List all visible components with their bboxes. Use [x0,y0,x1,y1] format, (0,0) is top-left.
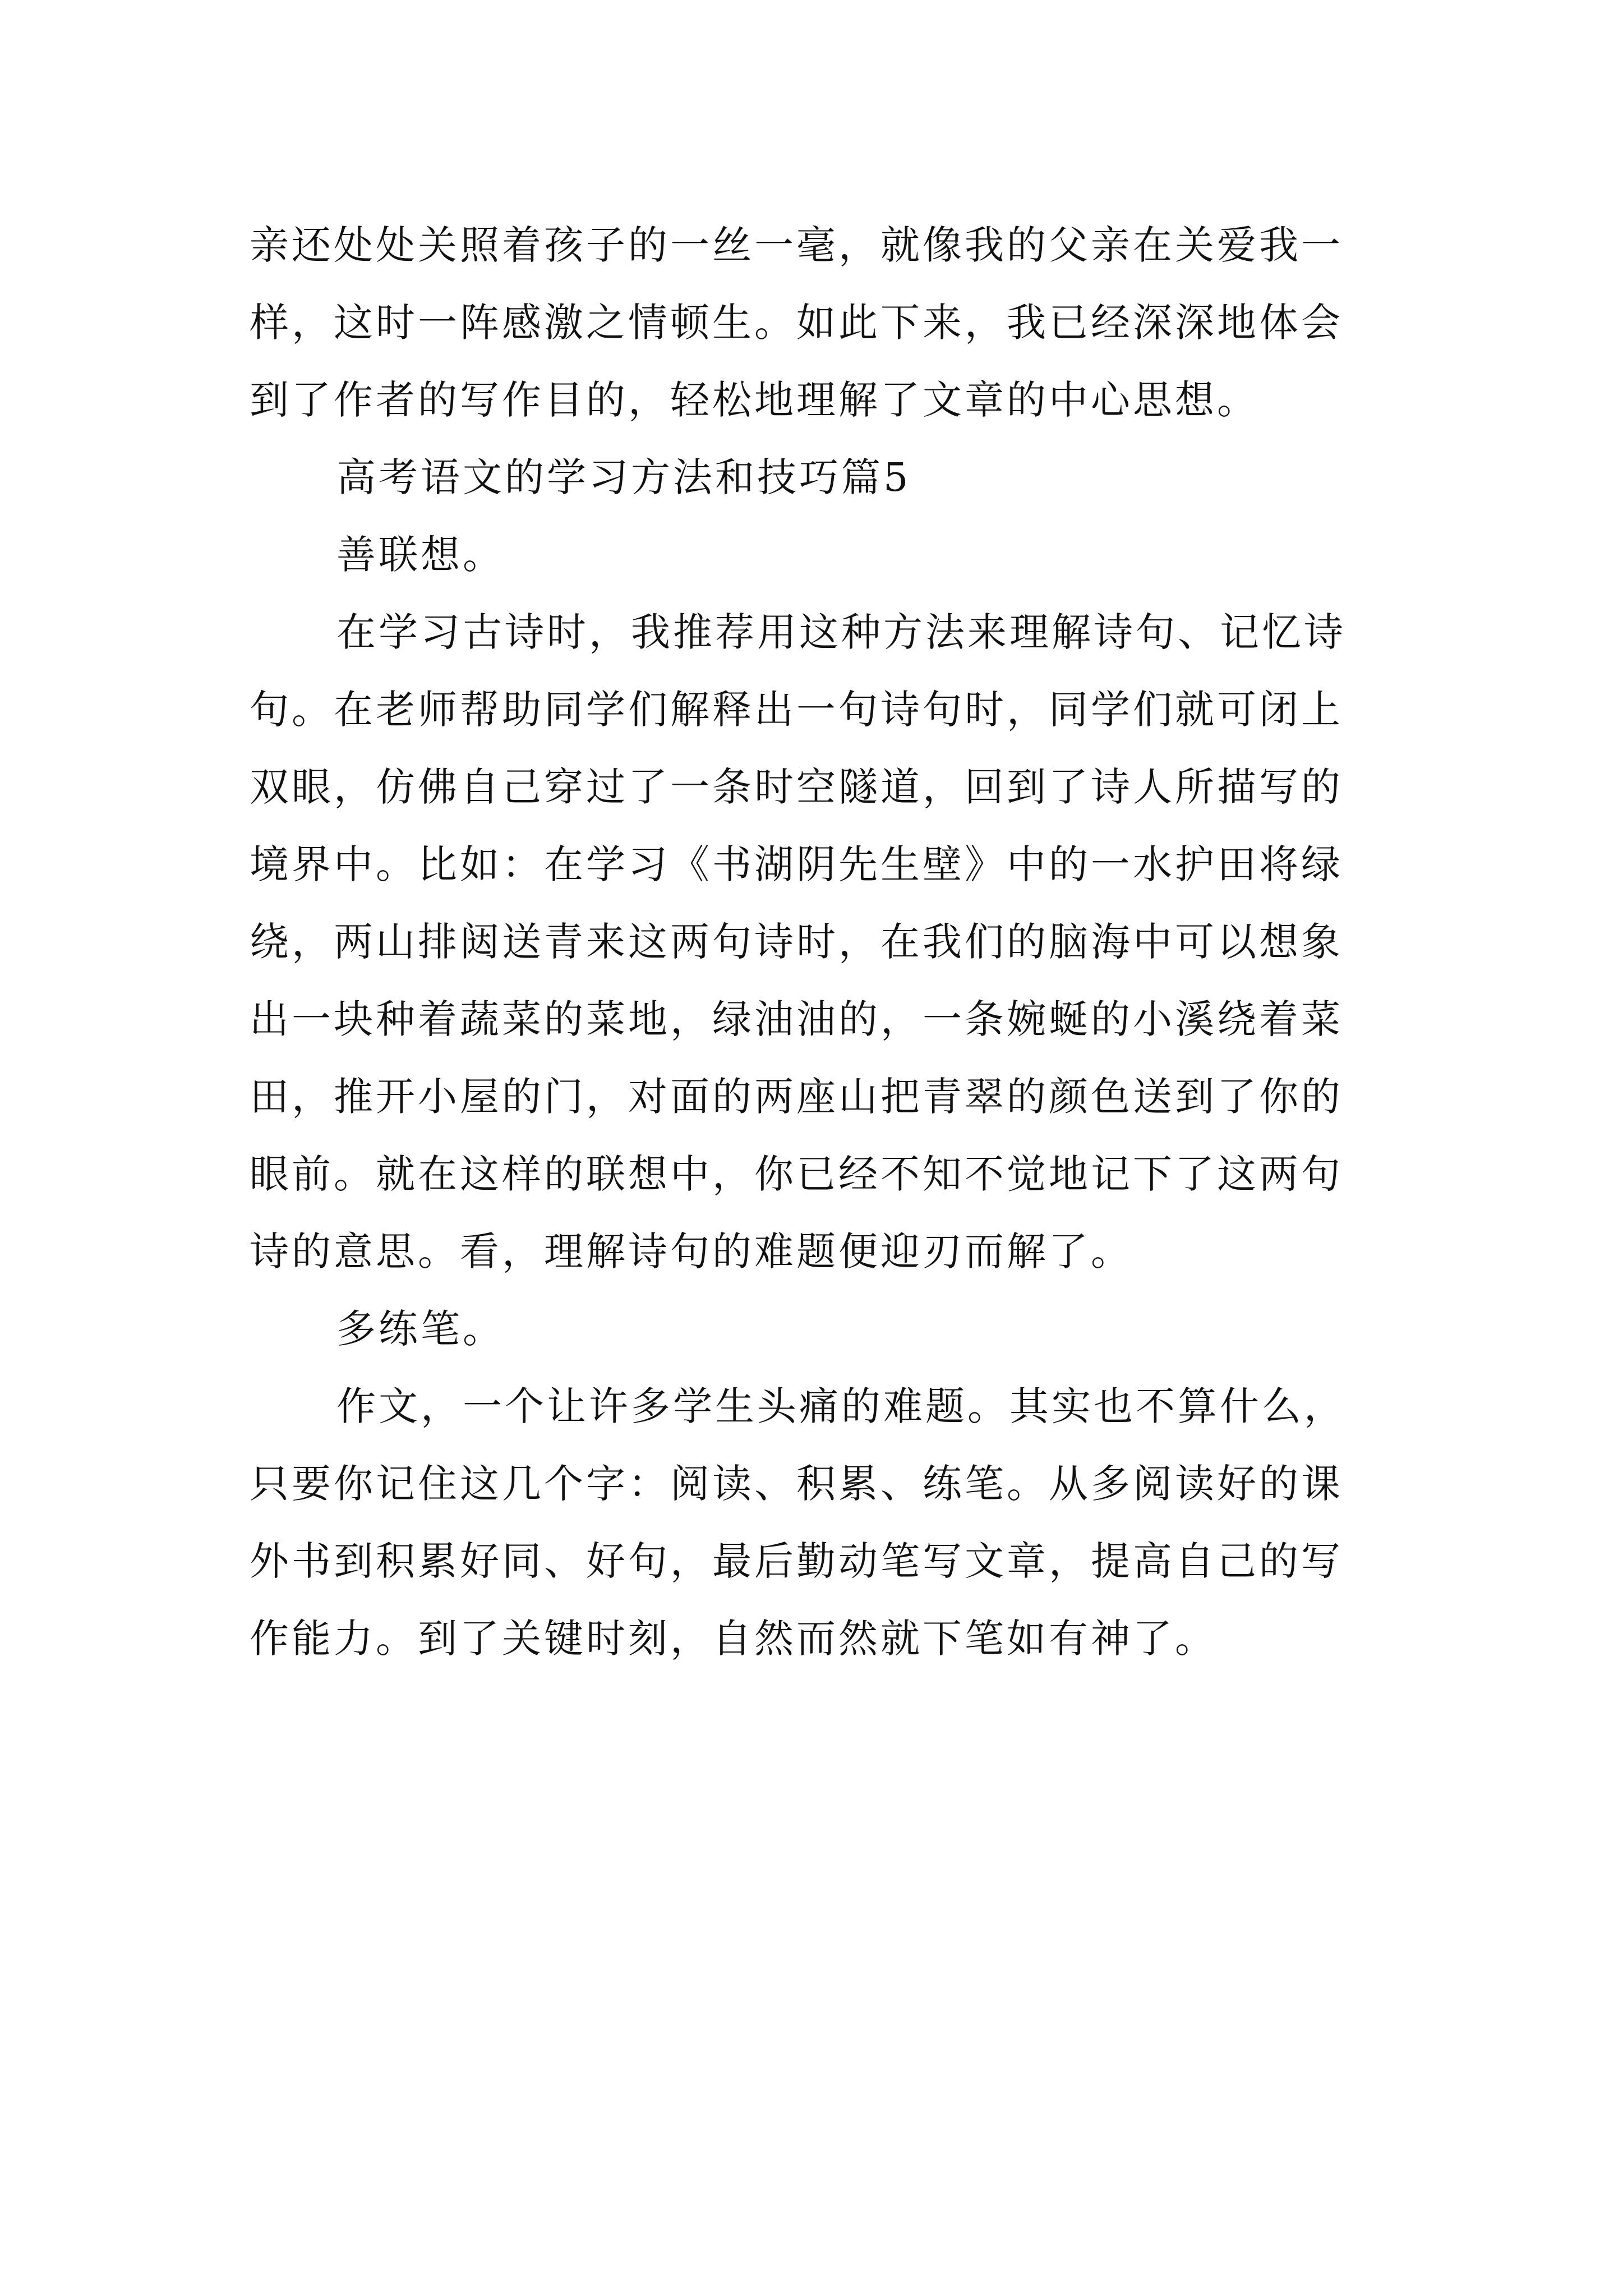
document-body [250,206,1388,1677]
text-line: 外书到积累好同、好句，最后勤动笔写文章，提高自己的写 [250,1538,1343,1584]
text-line: 亲还处处关照着孩子的一丝一毫，就像我的父亲在关爱我一 [250,222,1343,268]
subheading: 多练笔。 [336,1306,505,1352]
text-line: 绕，两山排闼送青来这两句诗时，在我们的脑海中可以想象 [250,919,1343,965]
text-line: 到了作者的写作目的，轻松地理解了文章的中心思想。 [250,377,1259,423]
text-line: 眼前。就在这样的联想中，你已经不知不觉地记下了这两句 [250,1151,1343,1197]
text-line: 作能力。到了关键时刻，自然而然就下笔如有神了。 [250,1616,1217,1662]
text-line: 出一块种着蔬菜的菜地，绿油油的，一条婉蜒的小溪绕着菜 [250,996,1343,1042]
section-heading: 高考语文的学习方法和技巧篇5 [336,454,911,500]
text-line: 诗的意思。看，理解诗句的难题便迎刃而解了。 [250,1228,1133,1274]
text-line: 只要你记住这几个字：阅读、积累、练笔。从多阅读好的课 [250,1461,1343,1507]
text-line: 样，这时一阵感激之情顿生。如此下来，我已经深深地体会 [250,300,1343,346]
text-line: 句。在老师帮助同学们解释出一句诗句时，同学们就可闭上 [250,687,1343,733]
text-line: 田，推开小屋的门，对面的两座山把青翠的颜色送到了你的 [250,1074,1343,1120]
text-line: 在学习古诗时，我推荐用这种方法来理解诗句、记忆诗 [336,609,1346,655]
text-line: 境界中。比如：在学习《书湖阴先生壁》中的一水护田将绿 [250,841,1343,887]
subheading: 善联想。 [336,532,505,578]
text-line: 双眼，仿佛自己穿过了一条时空隧道，回到了诗人所描写的 [250,764,1343,810]
text-line: 作文，一个让许多学生头痛的难题。其实也不算什么， [336,1383,1346,1429]
